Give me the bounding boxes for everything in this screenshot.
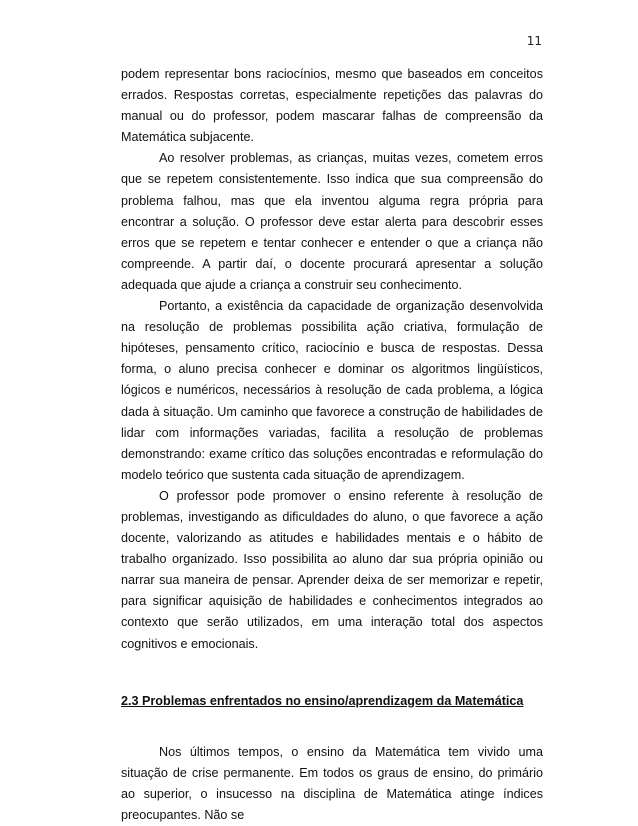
section-heading: 2.3 Problemas enfrentados no ensino/aprendizagem da Matemática <box>121 693 524 708</box>
paragraph: Ao resolver problemas, as crianças, muitas vezes, cometem erros que se repetem consistentemente. Isso indica que sua compreensão do problema falhou, mas que ela inventou alguma regra própria para encontrar a solução. O professor deve estar alerta para descobrir esses erros que se repetem e tentar conhecer e entender o que a criança não compreende. A partir daí, o docente procurará apresentar a solução adequada que ajude a criança a construir seu conhecimento. <box>121 151 543 292</box>
paragraph: Portanto, a existência da capacidade de organização desenvolvida na resolução de problemas possibilita ação criativa, formulação de hipóteses, pensamento crítico, raciocínio e busca de respostas. Dessa forma, o aluno precisa conhecer e dominar os algoritmos lingüísticos, lógicos e numéricos, necessários à resolução de cada problema, a lógica dada à situação. Um caminho que favorece a construção de habilidades de lidar com informações variadas, facilita a resolução de problemas demonstrando: exame crítico das soluções encontradas e reformulação do modelo teórico que sustenta cada situação de aprendizagem. <box>121 299 543 482</box>
paragraph: O professor pode promover o ensino referente à resolução de problemas, investigando as dificuldades do aluno, o que favorece a ação docente, valorizando as atitudes e habilidades mentais e o hábito de trabalho organizado. Isso possibilita ao aluno dar sua própria opinião ou narrar sua maneira de pensar. Aprender deixa de ser memorizar e repetir, para significar aquisição de habilidades e conhecimentos integrados ao contexto que serão utilizados, em uma interação total dos aspectos cognitivos e emocionais. <box>121 488 543 651</box>
paragraph-continued: podem representar bons raciocínios, mesmo que baseados em conceitos errados. Respostas corretas, especialmente repetições das palavras do manual ou do professor, podem mascarar falhas de compreensão da Matemática subjacente. <box>121 67 543 145</box>
document-body <box>121 64 543 826</box>
paragraph: Nos últimos tempos, o ensino da Matemática tem vivido uma situação de crise permanente. Em todos os graus de ensino, do primário ao superior, o insucesso na disciplina de Matemática atinge índices preocupantes. Não se <box>121 744 543 822</box>
page-number: 11 <box>526 34 542 48</box>
